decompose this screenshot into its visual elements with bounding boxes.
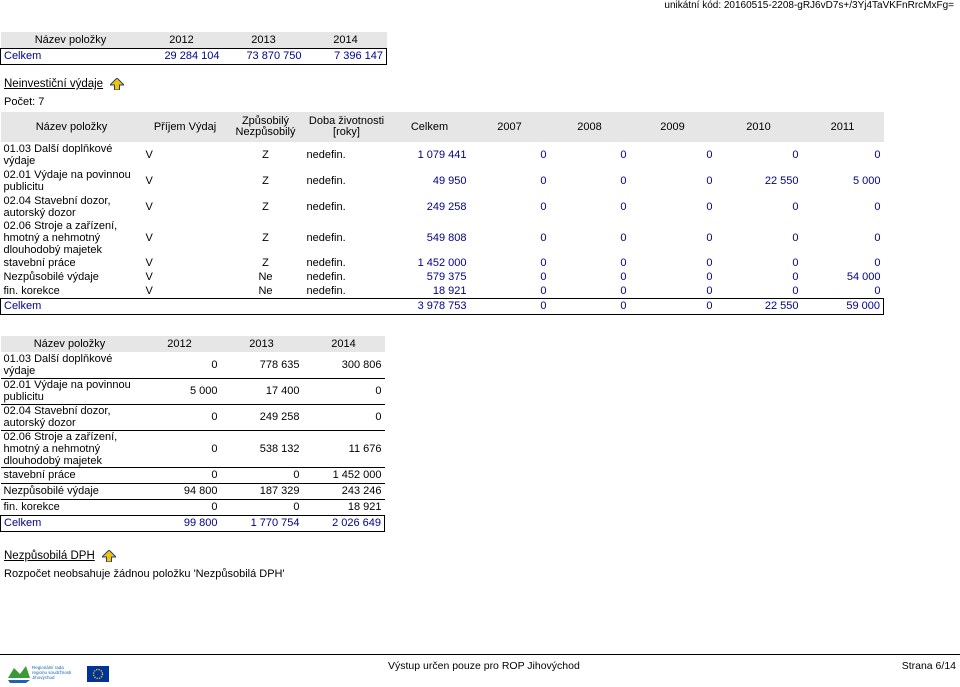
- value-2010: 0: [792, 149, 799, 161]
- value-2012: 5 000: [189, 385, 218, 397]
- value-2008: 0: [620, 284, 627, 297]
- value-2008: 0: [620, 300, 627, 312]
- value-2012: 0: [211, 358, 218, 371]
- value-2009: 0: [706, 271, 713, 283]
- item-name: stavební práce: [3, 469, 76, 481]
- arrow-up-icon[interactable]: [110, 78, 124, 90]
- income-expense: V: [145, 149, 153, 161]
- value-2010: 22 550: [764, 300, 799, 312]
- empty-cell: [143, 298, 228, 314]
- col-header: 2014: [305, 32, 387, 48]
- table-row: [1, 378, 385, 404]
- item-name: 01.03 Další doplňkové výdaje: [3, 352, 113, 377]
- eligibility: Z: [262, 175, 269, 187]
- footer-note: Výstup určen pouze pro ROP Jihovýchod: [388, 660, 580, 672]
- table-row: [1, 220, 884, 256]
- value-2012: 29 284 104: [164, 50, 220, 62]
- value-2011: 0: [874, 284, 881, 297]
- item-name: Nezpůsobilé výdaje: [3, 485, 99, 497]
- total-value: 18 921: [432, 284, 467, 297]
- total-value: 249 258: [426, 201, 467, 213]
- lifetime: nedefin.: [306, 271, 346, 283]
- eligibility: Ne: [258, 271, 273, 283]
- value-2010: 0: [792, 201, 799, 213]
- value-2008: 0: [620, 149, 627, 161]
- table-header-row: [1, 112, 884, 142]
- total-row: [1, 515, 385, 531]
- logo-text: Regionální rada regionu soudržnosti Jihovýchod: [32, 665, 72, 680]
- value-2013: 187 329: [259, 485, 300, 497]
- value-2010: 0: [792, 257, 799, 269]
- value-2011: 54 000: [846, 271, 881, 283]
- col-header: 2010: [716, 112, 802, 142]
- value-2009: 0: [706, 201, 713, 213]
- table-row: [1, 499, 385, 515]
- footer-logos: [6, 664, 109, 687]
- total-row: [1, 48, 387, 64]
- summary-table-top: [0, 32, 387, 65]
- value-2010: 22 550: [764, 175, 799, 187]
- table-row: [1, 194, 884, 220]
- total-value: 3 978 753: [417, 300, 467, 312]
- value-2014: 1 452 000: [332, 469, 382, 481]
- table-header-row: [1, 32, 387, 48]
- lifetime: nedefin.: [306, 284, 346, 297]
- total-value: 579 375: [426, 271, 467, 283]
- income-expense: V: [145, 201, 153, 213]
- value-2012: 0: [211, 469, 218, 481]
- col-header: 2012: [141, 32, 223, 48]
- value-2007: 0: [540, 201, 547, 213]
- lifetime: nedefin.: [306, 201, 346, 213]
- item-name: 02.01 Výdaje na povinnou publicitu: [3, 169, 131, 193]
- table-row: [1, 483, 385, 499]
- value-2011: 0: [874, 232, 881, 244]
- table-row: [1, 467, 385, 483]
- col-header: 2007: [470, 112, 550, 142]
- col-header: Celkem: [390, 112, 470, 142]
- table-row: [1, 430, 385, 467]
- col-header: Příjem Výdaj: [143, 112, 228, 142]
- item-name: fin. korekce: [3, 284, 60, 297]
- value-2009: 0: [706, 149, 713, 161]
- dph-heading: [4, 550, 116, 562]
- value-2008: 0: [620, 232, 627, 244]
- dph-text: Rozpočet neobsahuje žádnou položku 'Nezpůsobilá DPH': [4, 568, 285, 580]
- value-2011: 59 000: [846, 300, 880, 312]
- item-name: Nezpůsobilé výdaje: [3, 271, 99, 283]
- item-name: fin. korekce: [3, 501, 60, 513]
- value-2012: 0: [211, 442, 218, 455]
- table-header-row: [1, 336, 385, 352]
- value-2008: 0: [620, 271, 627, 283]
- table-row: [1, 284, 884, 298]
- col-header: Doba životnosti [roky]: [304, 112, 390, 142]
- income-expense: V: [145, 232, 153, 244]
- value-2014: 7 396 147: [334, 50, 383, 62]
- col-header: Název položky: [1, 112, 143, 142]
- value-2007: 0: [540, 271, 547, 283]
- value-2009: 0: [706, 257, 713, 269]
- page-number: Strana 6/14: [901, 660, 956, 672]
- value-2010: 0: [792, 284, 799, 297]
- col-header: 2014: [303, 336, 385, 352]
- value-2007: 0: [540, 300, 547, 312]
- value-2012: 99 800: [183, 517, 218, 529]
- item-count: Počet: 7: [4, 96, 45, 108]
- total-value: 549 808: [426, 232, 467, 244]
- table-row: [1, 404, 385, 430]
- eligibility: Z: [262, 257, 269, 269]
- col-header: 2012: [139, 336, 221, 352]
- value-2014: 300 806: [341, 358, 382, 371]
- value-2013: 0: [293, 469, 300, 481]
- value-2007: 0: [540, 284, 547, 297]
- col-header: 2011: [802, 112, 884, 142]
- value-2008: 0: [620, 175, 627, 187]
- income-expense: V: [145, 271, 153, 283]
- total-label: Celkem: [4, 300, 42, 312]
- value-2008: 0: [620, 257, 627, 269]
- col-header: 2009: [630, 112, 716, 142]
- empty-cell: [228, 298, 304, 314]
- item-name: 01.03 Další doplňkové výdaje: [3, 143, 113, 167]
- value-2013: 1 770 754: [250, 517, 300, 529]
- value-2014: 2 026 649: [332, 517, 381, 529]
- col-header: Způsobilý Nezpůsobilý: [228, 112, 304, 142]
- income-expense: V: [145, 257, 153, 269]
- value-2013: 0: [293, 501, 300, 513]
- value-2014: 0: [375, 411, 382, 423]
- value-2014: 243 246: [341, 485, 382, 497]
- value-2007: 0: [540, 232, 547, 244]
- item-name: 02.06 Stroje a zařízení, hmotný a nehmotný dlouhodobý majetek: [3, 430, 118, 467]
- section-title: Neinvestiční výdaje: [4, 78, 104, 90]
- item-name: 02.06 Stroje a zařízení, hmotný a nehmotný dlouhodobý majetek: [3, 220, 118, 256]
- section-title: Nezpůsobilá DPH: [4, 550, 95, 562]
- value-2012: 0: [211, 501, 218, 513]
- value-2011: 0: [874, 257, 881, 269]
- empty-cell: [304, 298, 390, 314]
- arrow-up-icon[interactable]: [102, 550, 116, 562]
- eligibility: Z: [262, 149, 269, 161]
- item-name: stavební práce: [3, 257, 76, 269]
- col-header: Název položky: [1, 32, 141, 48]
- total-label: Celkem: [4, 50, 42, 62]
- value-2013: 778 635: [259, 358, 300, 371]
- value-2013: 17 400: [265, 385, 300, 397]
- total-row: [1, 298, 884, 314]
- value-2007: 0: [540, 257, 547, 269]
- lifetime: nedefin.: [306, 232, 346, 244]
- income-expense: V: [145, 284, 153, 297]
- value-2012: 0: [211, 411, 218, 423]
- value-2007: 0: [540, 149, 547, 161]
- eu-flag-icon: [87, 666, 109, 685]
- yearly-breakdown-table: [0, 336, 385, 532]
- value-2013: 249 258: [259, 411, 300, 423]
- lifetime: nedefin.: [306, 149, 346, 161]
- col-header: Název položky: [1, 336, 139, 352]
- value-2012: 94 800: [183, 485, 218, 497]
- item-name: 02.04 Stavební dozor, autorský dozor: [3, 195, 111, 219]
- table-row: [1, 256, 884, 270]
- value-2011: 0: [874, 149, 881, 161]
- table-row: [1, 270, 884, 284]
- expenditure-table: [0, 112, 884, 315]
- value-2007: 0: [540, 175, 547, 187]
- value-2010: 0: [792, 271, 799, 283]
- value-2011: 5 000: [852, 175, 881, 187]
- footer-divider: [0, 654, 960, 655]
- unique-code: unikátní kód: 20160515-2208-gRJ6vD7s+/3Yj4TaVKFnRrcMxFg=: [664, 0, 954, 11]
- table-row: [1, 142, 884, 168]
- value-2009: 0: [706, 232, 713, 244]
- total-label: Celkem: [4, 517, 42, 529]
- eligibility: Z: [262, 201, 269, 213]
- value-2009: 0: [706, 175, 713, 187]
- value-2014: 0: [375, 385, 382, 397]
- total-value: 49 950: [432, 175, 467, 187]
- income-expense: V: [145, 175, 153, 187]
- col-header: 2013: [221, 336, 303, 352]
- eligibility: Z: [262, 232, 269, 244]
- item-name: 02.04 Stavební dozor, autorský dozor: [3, 405, 111, 429]
- value-2014: 18 921: [347, 501, 382, 513]
- table-row: [1, 168, 884, 194]
- value-2013: 73 870 750: [246, 50, 302, 62]
- eligibility: Ne: [258, 284, 273, 297]
- value-2013: 538 132: [259, 442, 300, 455]
- value-2009: 0: [706, 284, 713, 297]
- col-header: 2013: [223, 32, 305, 48]
- table-row: [1, 352, 385, 378]
- total-value: 1 452 000: [417, 257, 467, 269]
- value-2010: 0: [792, 232, 799, 244]
- col-header: 2008: [550, 112, 630, 142]
- value-2008: 0: [620, 201, 627, 213]
- lifetime: nedefin.: [306, 175, 346, 187]
- section-heading: [4, 78, 124, 90]
- item-name: 02.01 Výdaje na povinnou publicitu: [3, 379, 131, 403]
- value-2011: 0: [874, 201, 881, 213]
- value-2014: 11 676: [348, 442, 382, 455]
- total-value: 1 079 441: [417, 149, 467, 161]
- lifetime: nedefin.: [306, 257, 346, 269]
- value-2009: 0: [706, 300, 713, 312]
